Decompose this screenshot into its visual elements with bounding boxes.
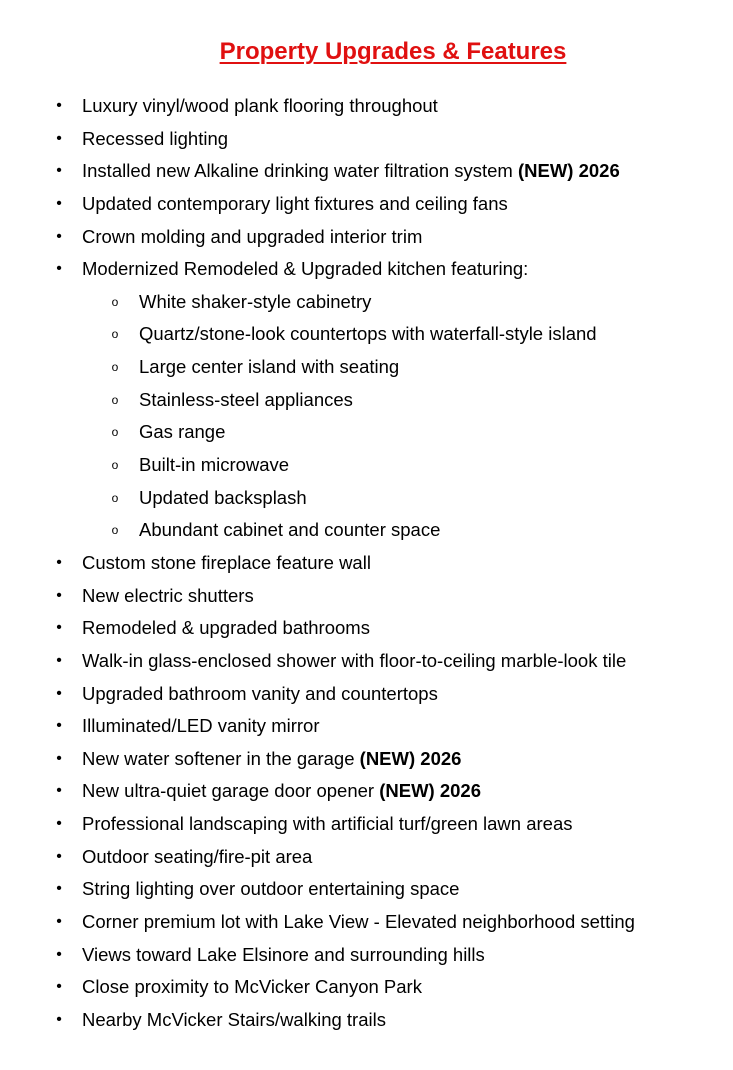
bullet-icon: • <box>56 651 62 669</box>
list-item-text <box>82 645 626 678</box>
list-item-text <box>139 449 289 482</box>
list-item-text <box>82 873 459 906</box>
list-item-text <box>82 1004 386 1037</box>
list-item-label: Outdoor seating/fire-pit area <box>82 845 313 867</box>
list-item-text <box>82 939 485 972</box>
list-item <box>0 188 733 221</box>
list-item <box>0 155 733 188</box>
bullet-icon: • <box>56 260 62 278</box>
sub-list-item <box>0 482 733 515</box>
list-item <box>0 123 733 156</box>
list-item-label: New water softener in the garage <box>82 747 360 769</box>
list-item-text <box>139 514 440 547</box>
list-item-label: Corner premium lot with Lake View - Elevated neighborhood setting <box>82 911 635 933</box>
bullet-icon: • <box>56 978 62 996</box>
list-item <box>0 547 733 580</box>
list-item-text <box>139 384 353 417</box>
sub-list-item <box>0 318 733 351</box>
bullet-icon: • <box>56 684 62 702</box>
list-item <box>0 906 733 939</box>
list-item-text <box>82 547 371 580</box>
bullet-icon: • <box>56 194 62 212</box>
list-item-label: Custom stone fireplace feature wall <box>82 551 371 573</box>
list-item-label: Gas range <box>139 421 226 443</box>
feature-list <box>0 90 733 1037</box>
list-item-label: Modernized Remodeled & Upgraded kitchen featuring: <box>82 258 529 280</box>
bullet-icon: • <box>56 129 62 147</box>
list-item-text <box>82 123 228 156</box>
list-item-label: Built-in microwave <box>139 454 290 476</box>
bullet-icon: • <box>56 782 62 800</box>
new-badge: (NEW) 2026 <box>359 747 462 769</box>
list-item-text <box>139 318 597 351</box>
list-item <box>0 612 733 645</box>
list-item <box>0 645 733 678</box>
bullet-icon: • <box>56 717 62 735</box>
list-item-text <box>82 841 312 874</box>
bullet-icon: • <box>56 945 62 963</box>
bullet-icon: • <box>56 880 62 898</box>
sub-bullet-icon: o <box>111 523 119 538</box>
list-item-label: Professional landscaping with artificial turf/green lawn areas <box>82 813 573 835</box>
sub-list-item <box>0 286 733 319</box>
bullet-icon: • <box>56 847 62 865</box>
list-item-text <box>82 155 620 188</box>
sub-list-item <box>0 351 733 384</box>
list-item-label: Upgraded bathroom vanity and countertops <box>82 682 438 704</box>
bullet-icon: • <box>56 1010 62 1028</box>
bullet-icon: • <box>56 162 62 180</box>
sub-list-item <box>0 449 733 482</box>
list-item-text <box>82 906 635 939</box>
list-item-text <box>82 221 422 254</box>
list-item <box>0 808 733 841</box>
list-item-label: Remodeled & upgraded bathrooms <box>82 617 370 639</box>
list-item-text <box>82 971 422 1004</box>
list-item-text <box>82 188 508 221</box>
list-item-label: Views toward Lake Elsinore and surrounding hills <box>82 943 485 965</box>
list-item-text <box>82 775 481 808</box>
list-item <box>0 775 733 808</box>
list-item-label: New electric shutters <box>82 584 254 606</box>
list-item-label: White shaker-style cabinetry <box>139 290 372 312</box>
sub-bullet-icon: o <box>111 458 119 473</box>
list-item <box>0 1004 733 1037</box>
list-item <box>0 841 733 874</box>
list-item-label: String lighting over outdoor entertaining space <box>82 878 460 900</box>
sub-list-item <box>0 384 733 417</box>
list-item <box>0 221 733 254</box>
list-item-text <box>82 612 370 645</box>
list-item-text <box>82 253 528 286</box>
sub-list-item <box>0 416 733 449</box>
list-item-text <box>82 743 461 776</box>
list-item-label: Crown molding and upgraded interior trim <box>82 225 423 247</box>
bullet-icon: • <box>56 913 62 931</box>
list-item-label: Nearby McVicker Stairs/walking trails <box>82 1008 386 1030</box>
sub-list-item <box>0 514 733 547</box>
list-item-label: Abundant cabinet and counter space <box>139 519 441 541</box>
new-badge: (NEW) 2026 <box>517 160 620 182</box>
sub-bullet-icon: o <box>111 425 119 440</box>
list-item-label: Stainless-steel appliances <box>139 388 353 410</box>
bullet-icon: • <box>56 586 62 604</box>
list-item-text <box>82 678 438 711</box>
new-badge: (NEW) 2026 <box>379 780 481 802</box>
list-item-label: Close proximity to McVicker Canyon Park <box>82 976 422 998</box>
page-title: Property Upgrades & Features <box>219 38 567 65</box>
sub-bullet-icon: o <box>111 327 119 342</box>
list-item-label: Recessed lighting <box>82 127 229 149</box>
sub-bullet-icon: o <box>111 490 119 505</box>
bullet-icon: • <box>56 97 62 114</box>
list-item <box>0 710 733 743</box>
list-item <box>0 939 733 972</box>
list-item-label: Walk-in glass-enclosed shower with floor-to-ceiling marble-look tile <box>82 649 627 671</box>
list-item <box>0 253 733 286</box>
sub-bullet-icon: o <box>111 360 119 375</box>
sub-bullet-icon: o <box>111 294 119 309</box>
list-item-text <box>139 416 225 449</box>
list-item-label: Installed new Alkaline drinking water filtration system <box>82 160 518 182</box>
bullet-icon: • <box>56 553 62 571</box>
list-item-label: Luxury vinyl/wood plank flooring throughout <box>82 95 438 116</box>
list-item <box>0 873 733 906</box>
list-item-label: Illuminated/LED vanity mirror <box>82 715 320 737</box>
list-item <box>0 678 733 711</box>
list-item-text <box>82 710 320 743</box>
list-item-text <box>82 580 254 613</box>
list-item <box>0 90 733 123</box>
list-item-label: New ultra-quiet garage door opener <box>82 780 380 802</box>
list-item-text <box>139 482 307 515</box>
bullet-icon: • <box>56 619 62 637</box>
list-item-label: Quartz/stone-look countertops with waterfall-style island <box>139 323 597 345</box>
bullet-icon: • <box>56 815 62 833</box>
list-item-text <box>82 90 438 123</box>
bullet-icon: • <box>56 749 62 767</box>
list-item-text <box>82 808 573 841</box>
list-item-label: Updated backsplash <box>139 486 307 508</box>
list-item <box>0 580 733 613</box>
sub-bullet-icon: o <box>111 392 119 407</box>
list-item <box>0 971 733 1004</box>
list-item-text <box>139 286 371 319</box>
bullet-icon: • <box>56 227 62 245</box>
list-item-label: Large center island with seating <box>139 356 400 378</box>
list-item-label: Updated contemporary light fixtures and ceiling fans <box>82 192 508 214</box>
list-item <box>0 743 733 776</box>
list-item-text <box>139 351 399 384</box>
